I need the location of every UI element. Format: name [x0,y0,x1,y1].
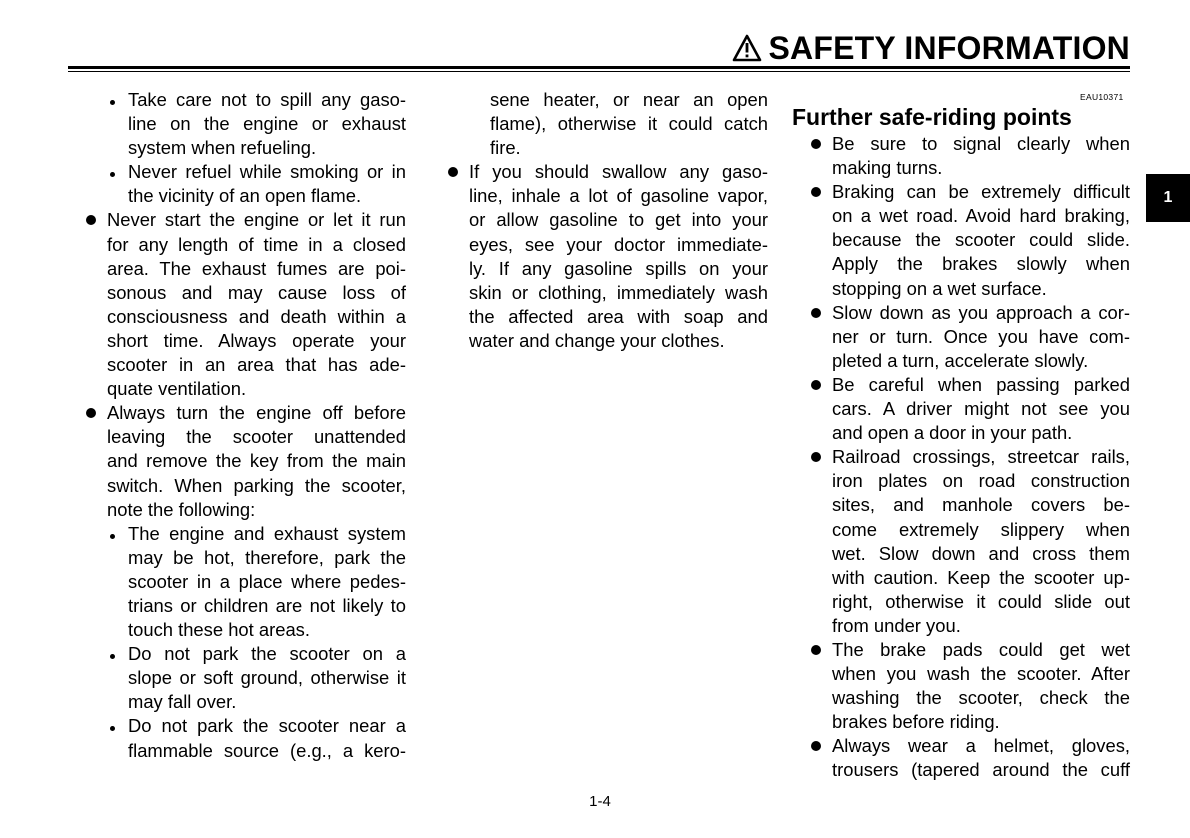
text-line: and open a door in your path. [832,422,1073,444]
text-line: sene heater, or near an open [490,89,768,110]
text-line: leaving the scooter unattended [107,426,406,448]
text-line: because the scooter could slide. [832,229,1130,251]
text-column-1 [84,88,406,763]
text-line: for any length of time in a closed [107,233,406,255]
header-title: SAFETY INFORMATION [768,30,1130,66]
text-line: area. The exhaust fumes are poi- [107,257,406,279]
bullet [811,741,821,751]
sub-bullet [110,172,115,177]
page-number: 1-4 [589,793,611,810]
text-line: making turns. [832,157,943,179]
text-line: on a wet road. Avoid hard braking, [832,205,1130,227]
text-line: The engine and exhaust system [128,522,406,546]
text-line: brakes before riding. [832,711,1000,733]
text-line: sonous and may cause loss of [107,281,406,303]
text-line: touch these hot areas. [128,619,310,641]
text-line: come extremely slippery when [832,518,1130,540]
warning-triangle-icon [732,34,762,62]
text-line: eyes, see your doctor immediate- [469,233,768,255]
text-line: short time. Always operate your [107,329,406,351]
text-line: scooter in a place where pedes- [128,570,406,592]
text-line: from under you. [832,614,961,636]
section-code: EAU10371 [1080,92,1124,102]
text-line: If you should swallow any gaso- [469,160,768,184]
text-line: slope or soft ground, otherwise it [128,667,406,689]
text-line: cars. A driver might not see you [832,398,1130,420]
bullet [811,308,821,318]
header-rule-thick [68,66,1130,69]
text-line: scooter in an area that has ade- [107,354,406,376]
text-line: line on the engine or exhaust [128,113,406,135]
text-line: right, otherwise it could slide out [832,590,1130,612]
text-line: washing the scooter, check the [832,687,1130,709]
text-line: may be hot, therefore, park the [128,546,406,568]
text-line: fire. [490,137,521,159]
text-line: iron plates on road construction [832,470,1130,492]
text-line: Always wear a helmet, gloves, [832,734,1130,758]
text-line: Never start the engine or let it run [107,208,406,232]
sub-bullet [110,726,115,731]
text-line: Do not park the scooter near a [128,714,406,738]
text-line: Take care not to spill any gaso- [128,88,406,112]
text-line: quate ventilation. [107,378,247,400]
sub-bullet [110,654,115,659]
text-line: the affected area with soap and [469,305,768,327]
text-column-2 [446,88,768,353]
bullet [811,452,821,462]
text-line: pleted a turn, accelerate slowly. [832,349,1089,371]
text-line: with caution. Keep the scooter up- [832,566,1130,588]
text-line: may fall over. [128,691,237,713]
text-line: the vicinity of an open flame. [128,185,362,207]
chapter-tab: 1 [1146,174,1190,222]
text-line: note the following: [107,498,256,520]
section-title: Further safe-riding points [792,104,1072,130]
text-line: Never refuel while smoking or in [128,160,406,184]
bullet [86,408,96,418]
text-line: flammable source (e.g., a kero- [128,739,406,761]
text-line: Railroad crossings, streetcar rails, [832,445,1130,469]
text-line: and remove the key from the main [107,450,406,472]
text-line: skin or clothing, immediately wash [469,281,768,303]
sub-bullet [110,100,115,105]
header-rule-thin [68,71,1130,72]
bullet [811,139,821,149]
text-line: Be sure to signal clearly when [832,132,1130,156]
header-title-wrap [732,30,1130,66]
text-line: line, inhale a lot of gasoline vapor, [469,185,768,207]
sub-bullet [110,534,115,539]
text-line: or allow gasoline to get into your [469,209,768,231]
text-line: Be careful when passing parked [832,373,1130,397]
text-line: flame), otherwise it could catch [490,113,768,135]
text-line: wet. Slow down and cross them [832,542,1130,564]
bullet [811,380,821,390]
text-line: ner or turn. Once you have com- [832,325,1130,347]
text-line: Do not park the scooter on a [128,642,406,666]
page-header [0,30,1130,66]
text-line: switch. When parking the scooter, [107,474,406,496]
text-line: water and change your clothes. [469,329,725,351]
text-line: system when refueling. [128,137,317,159]
text-line: stopping on a wet surface. [832,277,1047,299]
text-line: trousers (tapered around the cuff [832,759,1130,781]
text-line: trians or children are not likely to [128,594,406,616]
text-line: Slow down as you approach a cor- [832,301,1130,325]
text-line: sites, and manhole covers be- [832,494,1130,516]
bullet [448,167,458,177]
bullet [811,645,821,655]
bullet [811,187,821,197]
bullet [86,215,96,225]
text-line: Braking can be extremely difficult [832,180,1130,204]
text-line: The brake pads could get wet [832,638,1130,662]
text-line: Apply the brakes slowly when [832,253,1130,275]
text-line: ly. If any gasoline spills on your [469,257,768,279]
text-line: consciousness and death within a [107,305,406,327]
text-column-3 [806,132,1130,783]
text-line: when you wash the scooter. After [832,663,1130,685]
text-line: Always turn the engine off before [107,401,406,425]
